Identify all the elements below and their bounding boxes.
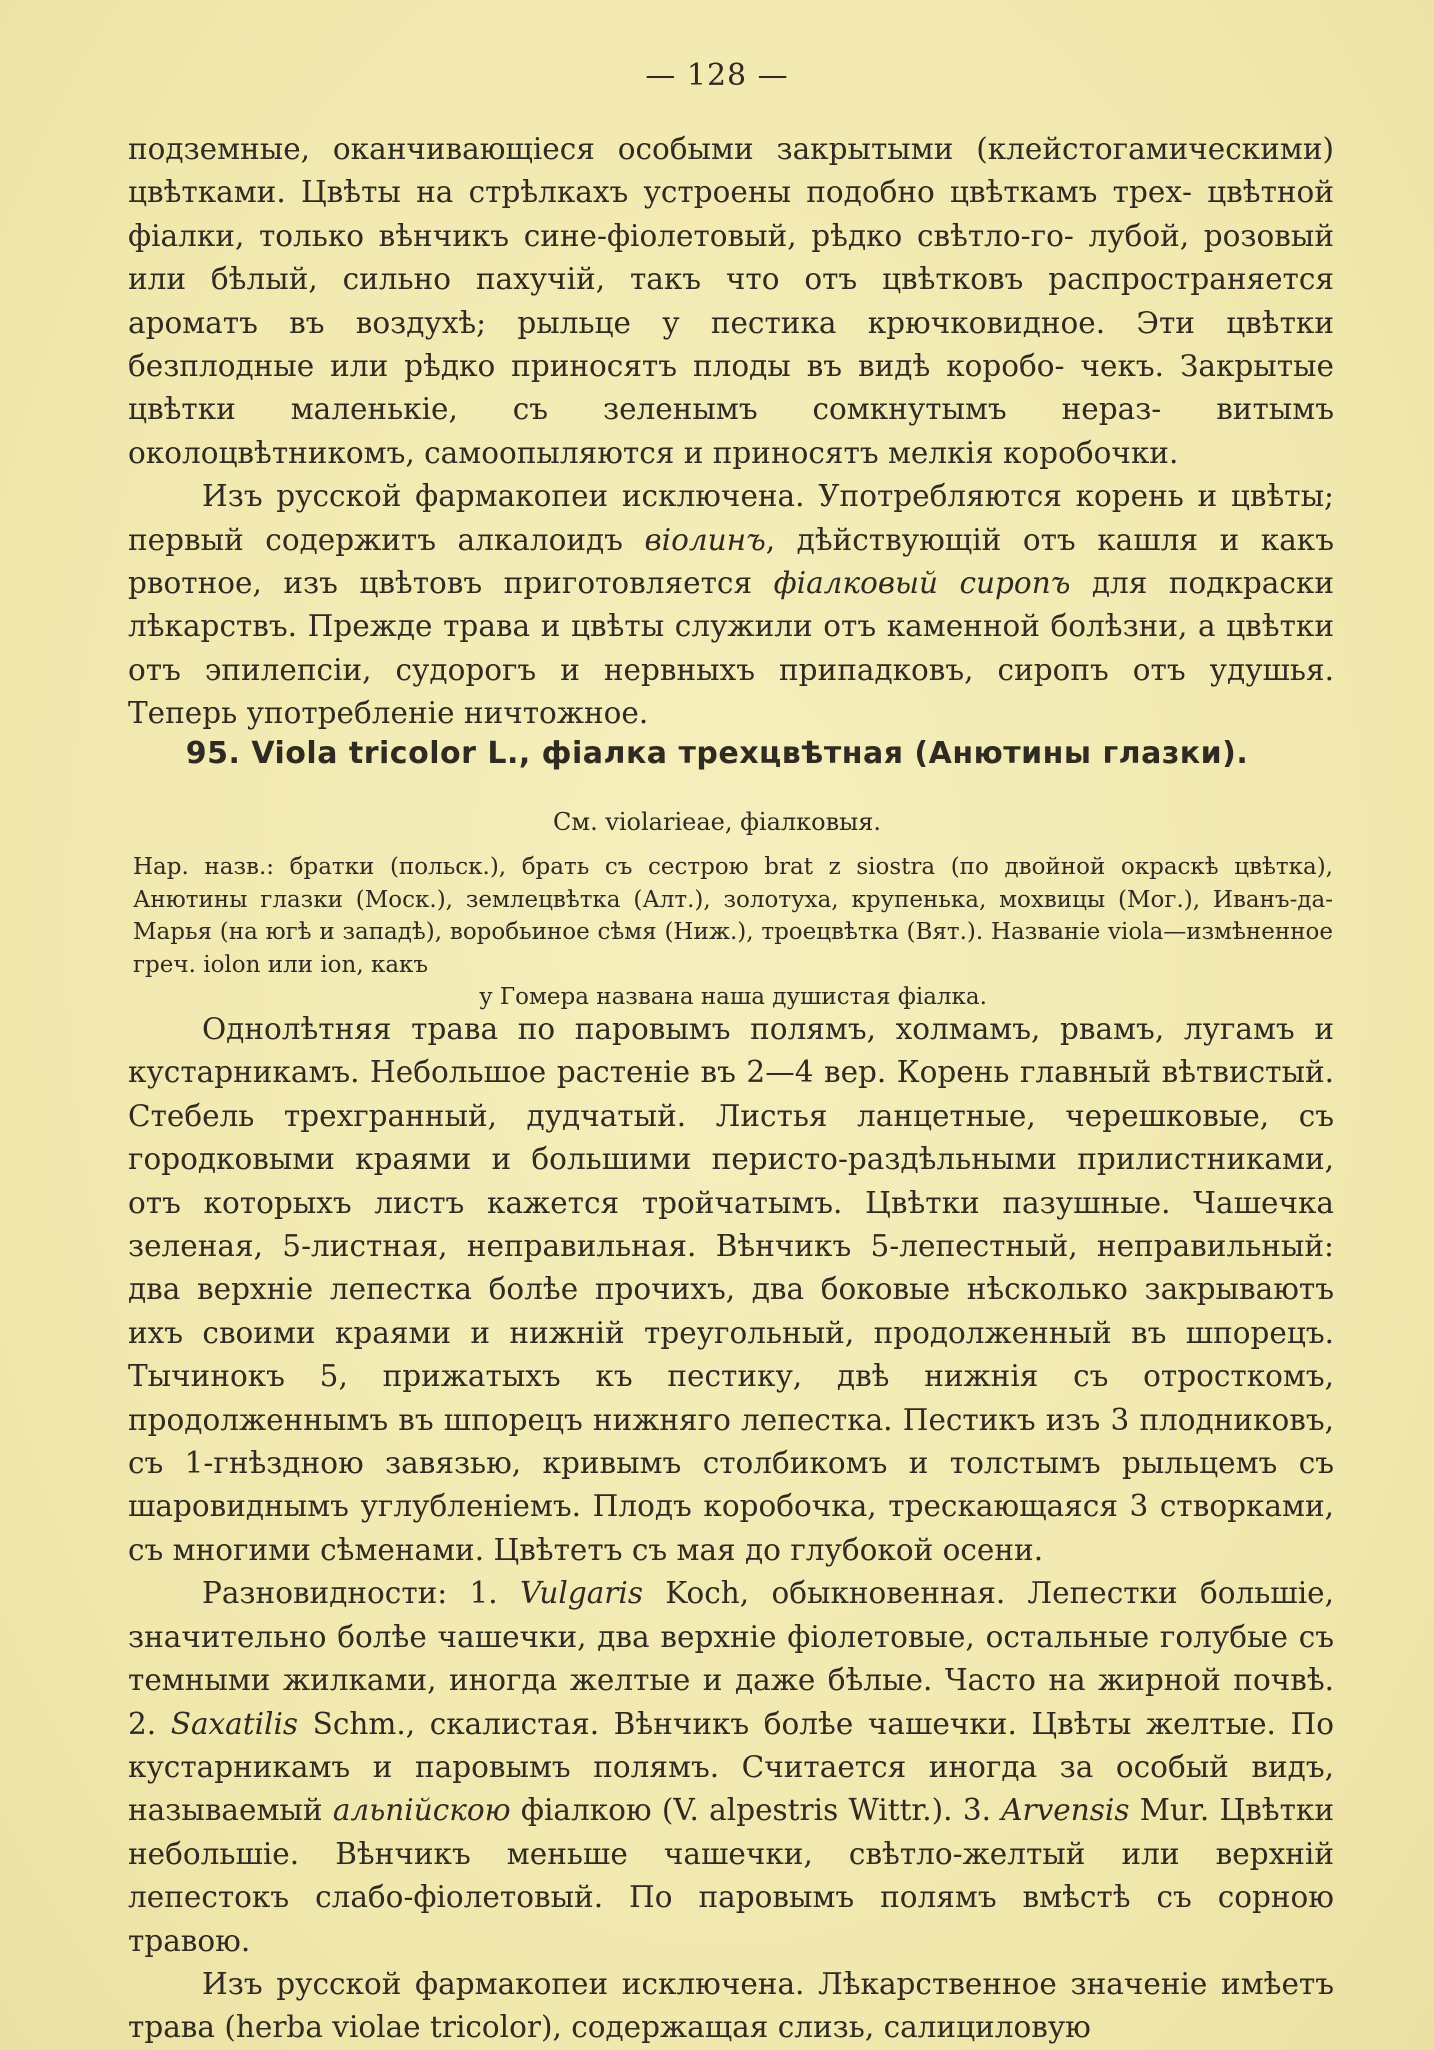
paragraph-continued: подземные, оканчивающіеся особыми закрытыми (клейстогамическими) цвѣтками. Цвѣты на стрѣлкахъ устроены подобно цвѣткамъ трех- цвѣтной фіалки, только вѣнчикъ сине-фіолетовый, рѣдко свѣтло-го- лубой, розовый или бѣлый, сильно пахучій, такъ что отъ цвѣтковъ распространяется ароматъ въ воздухѣ; рыльце у пестика крючковидное. Эти цвѣтки безплодные или рѣдко приносятъ плоды въ видѣ коробо- чекъ. Закрытые цвѣтки маленькіе, съ зеленымъ сомкнутымъ нераз- витымъ околоцвѣтникомъ, самоопыляются и приносятъ мелкія коробочки. [128, 132, 1334, 470]
paragraph-medicinal: Изъ русской фармакопеи исключена. Лѣкарственное значеніе имѣетъ трава (herba violae tricolor), содержащая слизь, салициловую [128, 1966, 1334, 2045]
paragraph-varieties: Разновидности: 1. Vulgaris Koch, обыкновенная. Лепестки большіе, значительно болѣе чашечки, два верхніе фіолетовые, остальные голубые съ темными жилками, иногда желтые и даже бѣлые. Часто на жирной почвѣ. 2. Saxatilis Schm., скалистая. Вѣнчикъ болѣе чашечки. Цвѣты желтые. По кустарникамъ и паровымъ полямъ. Считается иногда за особый видъ, называемый альпійскою фіалкою (V. alpestris Wittr.). 3. Arvensis Mur. Цвѣтки небольшіе. Вѣнчикъ меньше чашечки, свѣтло-желтый или верхній лепестокъ слабо-фіолетовый. По паровымъ полямъ вмѣстѣ съ сорною травою. [128, 1576, 1335, 1958]
page-number: — 128 — [645, 58, 789, 93]
section-heading: 95. Viola tricolor L., фіалка трехцвѣтная (Анютины глазки). [185, 736, 1249, 771]
paragraph-description: Однолѣтняя трава по паровымъ полямъ, холмамъ, рвамъ, лугамъ и кустарникамъ. Небольшое растеніе въ 2—4 вер. Корень главный вѣтвистый. Стебель трехгранный, дудчатый. Листья ланцетные, черешковые, съ городковыми краями и большими перисто-раздѣльными прилистниками, отъ которыхъ листъ кажется тройчатымъ. Цвѣтки пазушные. Чашечка зеленая, 5-листная, неправильная. Вѣнчикъ 5-лепестный, неправильный: два верхніе лепестка болѣе прочихъ, два боковые нѣсколько закрываютъ ихъ своими краями и нижній треугольный, продолженный въ шпорецъ. Тычинокъ 5, прижатыхъ къ пестику, двѣ нижнія съ отросткомъ, продолженнымъ въ шпорецъ нижняго лепестка. Пестикъ изъ 3 плодниковъ, съ 1-гнѣздною завязью, кривымъ столбикомъ и толстымъ рыльцемъ съ шаровиднымъ углубленіемъ. Плодъ коробочка, трескающаяся 3 створками, съ многими сѣменами. Цвѣтетъ съ мая до глубокой осени. [128, 1012, 1334, 1567]
folk-names-block [133, 851, 1333, 1014]
folk-names-last-line: у Гомера названа наша душистая фіалка. [479, 984, 987, 1010]
family-reference: См. violarieae, фіалковыя. [553, 808, 881, 836]
paragraph-pharmacopoeia: Изъ русской фармакопеи исключена. Употребляются корень и цвѣты; первый содержитъ алкалоидъ віолинъ, дѣйствующій отъ кашля и какъ рвотное, изъ цвѣтовъ приготовляется фіалковый сиропъ для подкраски лѣкарствъ. Прежде трава и цвѣты служили отъ каменной болѣзни, а цвѣтки отъ эпилепсіи, судорогъ и нервныхъ припадковъ, сиропъ отъ удушья. Теперь употребленіе ничтожное. [128, 479, 1334, 731]
folk-names: Нар. назв.: братки (польск.), брать съ сестрою brat z siostra (по двойной окраскѣ цвѣтка), Анютины глазки (Моск.), землецвѣтка (Алт.), золотуха, крупенька, мохвицы (Мог.), Иванъ-да-Марья (на югѣ и западѣ), воробьиное сѣмя (Ниж.), троецвѣтка (Вят.). Названіе viola—измѣненное греч. iolon или ion, какъ [133, 854, 1333, 978]
top-text-block [128, 128, 1334, 736]
main-text-block [128, 1008, 1334, 2050]
